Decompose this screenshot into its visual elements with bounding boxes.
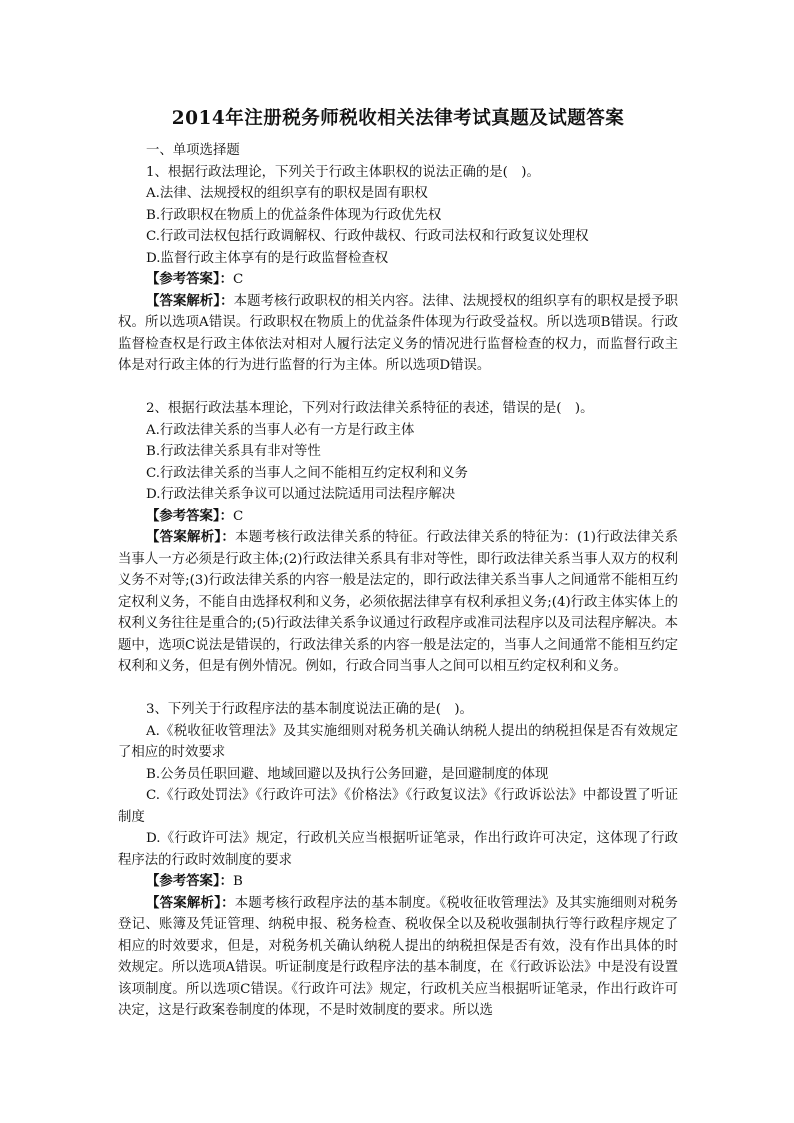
question-1 [118,162,678,377]
answer-analysis [118,527,678,678]
analysis-label: 【答案解析】： [146,529,236,545]
answer-value: B [233,874,243,889]
spacer [118,377,678,399]
document-page [118,104,678,1022]
answer-label: 【参考答案】： [146,873,234,889]
option-b: B.公务员任职回避、地域回避以及执行公务回避，是回避制度的体现 [146,766,549,782]
option-d: D.监督行政主体享有的是行政监督检查权 [146,250,389,266]
answer-analysis [118,291,678,377]
answer-value: C [233,508,244,524]
analysis-text: 本题考核行政法律关系的特征。行政法律关系的特征为：(1)行政法律关系当事人一方必须是行政主体;(2)行政法律关系具有非对等性，即行政法律关系当事人双方的权利义务不对等;(3)行政法律关系的内容一般是法定的，即行政法律关系当事人之间通常不能相互约定权利义务，不能自由选择权利和义务，必须依据法律享有权利承担义务;(4)行政主体实体上的权利义务往往是重合的;(5)行政法律关系争议通过行政程序或准司法程序以及司法程序解决。本题中，选项C说法是错误的，行政法律关系的内容一般是法定的，当事人之间通常不能相互约定权利和义务，但是有例外情况。例如，行政合同当事人之间可以相互约定权利和义务。 [118,530,678,674]
reference-answer [118,871,678,893]
option-d: D.《行政许可法》规定，行政机关应当根据听证笔录，作出行政许可决定，这体现了行政程序法的行政时效制度的要求 [118,831,678,868]
document-title: 2014年注册税务师税收相关法律考试真题及试题答案 [171,108,625,129]
question-stem: 1、根据行政法理论，下列关于行政主体职权的说法正确的是( )。 [146,164,540,180]
option-a: A.行政法律关系的当事人必有一方是行政主体 [146,422,415,438]
answer-label: 【参考答案】： [146,271,234,287]
question-2 [118,398,678,678]
option-d: D.行政法律关系争议可以通过法院适用司法程序解决 [146,487,456,502]
reference-answer [118,269,678,291]
option-a: A.《税收征收管理法》及其实施细则对税务机关确认纳税人提出的纳税担保是否有效规定了相应的时效要求 [118,723,678,760]
spacer [118,678,678,700]
question-stem: 2、根据行政法基本理论，下列对行政法律关系特征的表述，错误的是( )。 [146,401,594,416]
option-c: C.行政法律关系的当事人之间不能相互约定权利和义务 [146,465,469,481]
analysis-text: 本题考核行政职权的相关内容。法律、法规授权的组织享有的职权是授予职权。所以选项A错误。行政职权在物质上的优益条件体现为行政受益权。所以选项B错误。行政监督检查权是行政主体依法对相对人履行法定义务的情况进行监督检查的权力，而监督行政主体是对行政主体的行为进行监督的行为主体。所以选项D错误。 [118,293,678,373]
section-heading: 一、单项选择题 [146,143,240,158]
option-b: B.行政法律关系具有非对等性 [146,444,321,459]
analysis-label: 【答案解析】： [146,292,234,309]
question-stem: 3、下列关于行政程序法的基本制度说法正确的是( )。 [146,702,473,717]
answer-analysis [118,893,678,1022]
answer-label: 【参考答案】： [146,507,234,524]
analysis-text: 本题考核行政程序法的基本制度。《税收征收管理法》及其实施细则对税务登记、账簿及凭证管理、纳税申报、税务检查、税收保全以及税收强制执行等行政程序规定了相应的时效要求，但是，对税务机关确认纳税人提出的纳税担保是否有效，没有作出具体的时效规定。所以选项A错误。听证制度是行政程序法的基本制度，在《行政诉讼法》中是没有设置该项制度。所以选项C错误。《行政许可法》规定，行政机关应当根据听证笔录，作出行政许可决定，这是行政案卷制度的体现，不是时效制度的要求。所以选 [118,895,678,1018]
option-b: B.行政职权在物质上的优益条件体现为行政优先权 [146,207,442,223]
answer-value: C [233,272,244,287]
question-3 [118,699,678,1022]
reference-answer [118,506,678,528]
analysis-label: 【答案解析】： [146,894,235,911]
option-a: A.法律、法规授权的组织享有的职权是固有职权 [146,186,428,201]
option-c: C.《行政处罚法》《行政许可法》《价格法》《行政复议法》《行政诉讼法》中都设置了听证制度 [118,788,678,825]
option-c: C.行政司法权包括行政调解权、行政仲裁权、行政司法权和行政复议处理权 [146,229,589,244]
